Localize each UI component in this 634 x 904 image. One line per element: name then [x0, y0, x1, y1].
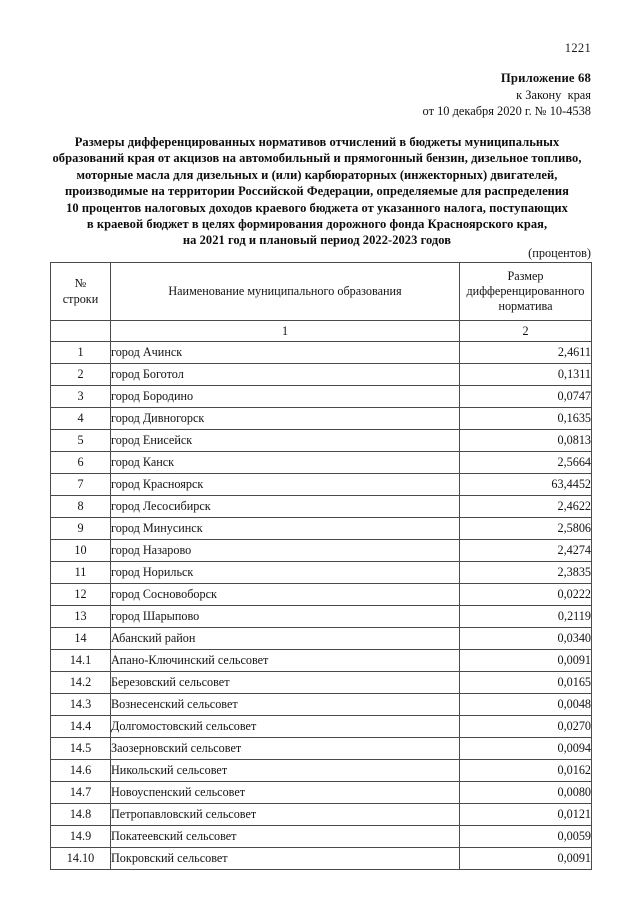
cell-municipality-name: Березовский сельсовет	[111, 672, 460, 694]
cell-row-number: 9	[51, 518, 111, 540]
table-row	[51, 804, 592, 826]
table-row	[51, 738, 592, 760]
table-row	[51, 562, 592, 584]
table-row	[51, 848, 592, 870]
cell-normative-value: 0,0747	[460, 386, 592, 408]
column-header-normative-value	[460, 263, 592, 321]
column-header-normative-line1: Размер	[507, 268, 544, 283]
cell-municipality-name: город Норильск	[111, 562, 460, 584]
cell-row-number: 14.4	[51, 716, 111, 738]
column-number-row	[51, 321, 592, 342]
cell-row-number: 11	[51, 562, 111, 584]
cell-normative-value: 0,0059	[460, 826, 592, 848]
cell-normative-value: 0,0080	[460, 782, 592, 804]
appendix-title: Приложение 68	[500, 71, 591, 85]
cell-row-number: 6	[51, 452, 111, 474]
table-row	[51, 518, 592, 540]
cell-normative-value: 0,0813	[460, 430, 592, 452]
cell-row-number: 14.8	[51, 804, 111, 826]
cell-row-number: 1	[51, 342, 111, 364]
cell-row-number: 7	[51, 474, 111, 496]
cell-municipality-name: Никольский сельсовет	[111, 760, 460, 782]
cell-row-number: 12	[51, 584, 111, 606]
column-header-row-number-line1: №	[74, 276, 87, 291]
column-number-value: 2	[460, 321, 592, 342]
table-row	[51, 496, 592, 518]
table-row	[51, 694, 592, 716]
cell-municipality-name: Новоуспенский сельсовет	[111, 782, 460, 804]
table-row	[51, 672, 592, 694]
column-number-empty	[51, 321, 111, 342]
cell-row-number: 14.9	[51, 826, 111, 848]
cell-municipality-name: город Сосновоборск	[111, 584, 460, 606]
table-head	[51, 263, 592, 342]
cell-normative-value: 2,5664	[460, 452, 592, 474]
cell-row-number: 14.7	[51, 782, 111, 804]
document-title-line: в краевой бюджет в целях формирования дорожного фонда Красноярского края,	[86, 217, 548, 232]
appendix-law-date-number: от 10 декабря 2020 г. № 10-4538	[422, 104, 591, 118]
cell-normative-value: 0,0091	[460, 650, 592, 672]
table-header-row	[51, 263, 592, 321]
units-caption: (процентов)	[528, 246, 591, 260]
cell-normative-value: 0,0340	[460, 628, 592, 650]
column-header-normative-line2: дифференцированного	[466, 283, 585, 298]
cell-municipality-name: город Канск	[111, 452, 460, 474]
cell-normative-value: 0,0270	[460, 716, 592, 738]
table-row	[51, 386, 592, 408]
cell-normative-value: 0,0222	[460, 584, 592, 606]
cell-municipality-name: город Енисейск	[111, 430, 460, 452]
cell-municipality-name: город Назарово	[111, 540, 460, 562]
cell-row-number: 8	[51, 496, 111, 518]
cell-row-number: 14.1	[51, 650, 111, 672]
cell-normative-value: 2,4611	[460, 342, 592, 364]
table-body	[51, 342, 592, 870]
table-row	[51, 474, 592, 496]
document-title-line: на 2021 год и плановый период 2022-2023 годов	[182, 233, 452, 248]
cell-municipality-name: Абанский район	[111, 628, 460, 650]
table-row	[51, 584, 592, 606]
cell-normative-value: 0,0091	[460, 848, 592, 870]
document-title-line: Размеры дифференцированных нормативов отчислений в бюджеты муниципальных	[74, 135, 560, 149]
cell-municipality-name: Покровский сельсовет	[111, 848, 460, 870]
table-row	[51, 716, 592, 738]
cell-municipality-name: Вознесенский сельсовет	[111, 694, 460, 716]
normatives-table	[50, 262, 592, 870]
document-title-line: 10 процентов налоговых доходов краевого бюджета от указанного налога, поступающих	[66, 200, 568, 215]
cell-municipality-name: город Дивногорск	[111, 408, 460, 430]
cell-municipality-name: Заозерновский сельсовет	[111, 738, 460, 760]
cell-normative-value: 0,2119	[460, 606, 592, 628]
column-header-row-number-line2: строки	[62, 291, 99, 306]
table-row	[51, 408, 592, 430]
cell-municipality-name: город Лесосибирск	[111, 496, 460, 518]
cell-row-number: 14.5	[51, 738, 111, 760]
cell-municipality-name: город Ачинск	[111, 342, 460, 364]
cell-normative-value: 0,0162	[460, 760, 592, 782]
table-row	[51, 540, 592, 562]
column-header-normative-line3: норматива	[498, 299, 553, 314]
table-row	[51, 782, 592, 804]
document-title-line: образований края от акцизов на автомобильный и прямогонный бензин, дизельное топливо,	[52, 151, 582, 166]
cell-row-number: 3	[51, 386, 111, 408]
cell-municipality-name: Долгомостовский сельсовет	[111, 716, 460, 738]
appendix-header-block	[423, 70, 591, 120]
cell-normative-value: 2,4622	[460, 496, 592, 518]
table-row	[51, 760, 592, 782]
cell-normative-value: 2,4274	[460, 540, 592, 562]
cell-normative-value: 0,0094	[460, 738, 592, 760]
table-row	[51, 606, 592, 628]
table-row	[51, 826, 592, 848]
document-title	[42, 134, 592, 249]
cell-municipality-name: город Шарыпово	[111, 606, 460, 628]
cell-normative-value: 2,3835	[460, 562, 592, 584]
table-row	[51, 342, 592, 364]
cell-normative-value: 63,4452	[460, 474, 592, 496]
table-row	[51, 452, 592, 474]
table-row	[51, 430, 592, 452]
cell-row-number: 4	[51, 408, 111, 430]
cell-municipality-name: город Бородино	[111, 386, 460, 408]
cell-normative-value: 0,0048	[460, 694, 592, 716]
cell-row-number: 14.10	[51, 848, 111, 870]
cell-row-number: 10	[51, 540, 111, 562]
table-row	[51, 628, 592, 650]
document-title-line: моторные масла для дизельных и (или) карбюраторных (инжекторных) двигателей,	[76, 167, 558, 182]
normatives-table-container	[50, 262, 591, 870]
cell-municipality-name: город Минусинск	[111, 518, 460, 540]
cell-municipality-name: город Красноярск	[111, 474, 460, 496]
column-header-row-number	[51, 263, 111, 321]
cell-municipality-name: город Боготол	[111, 364, 460, 386]
document-title-line: производимые на территории Российской Федерации, определяемые для распределения	[64, 184, 569, 199]
cell-row-number: 2	[51, 364, 111, 386]
column-header-municipality-name: Наименование муниципального образования	[111, 263, 460, 321]
cell-normative-value: 0,0165	[460, 672, 592, 694]
cell-normative-value: 2,5806	[460, 518, 592, 540]
column-number-name: 1	[111, 321, 460, 342]
cell-row-number: 13	[51, 606, 111, 628]
cell-row-number: 14.6	[51, 760, 111, 782]
cell-normative-value: 0,0121	[460, 804, 592, 826]
appendix-law-reference: к Закону края	[516, 87, 591, 102]
cell-municipality-name: Апано-Ключинский сельсовет	[111, 650, 460, 672]
cell-normative-value: 0,1635	[460, 408, 592, 430]
table-row	[51, 364, 592, 386]
table-row	[51, 650, 592, 672]
cell-row-number: 5	[51, 430, 111, 452]
cell-normative-value: 0,1311	[460, 364, 592, 386]
cell-municipality-name: Петропавловский сельсовет	[111, 804, 460, 826]
cell-row-number: 14.3	[51, 694, 111, 716]
cell-row-number: 14	[51, 628, 111, 650]
cell-row-number: 14.2	[51, 672, 111, 694]
cell-municipality-name: Покатеевский сельсовет	[111, 826, 460, 848]
page-number: 1221	[564, 41, 591, 55]
